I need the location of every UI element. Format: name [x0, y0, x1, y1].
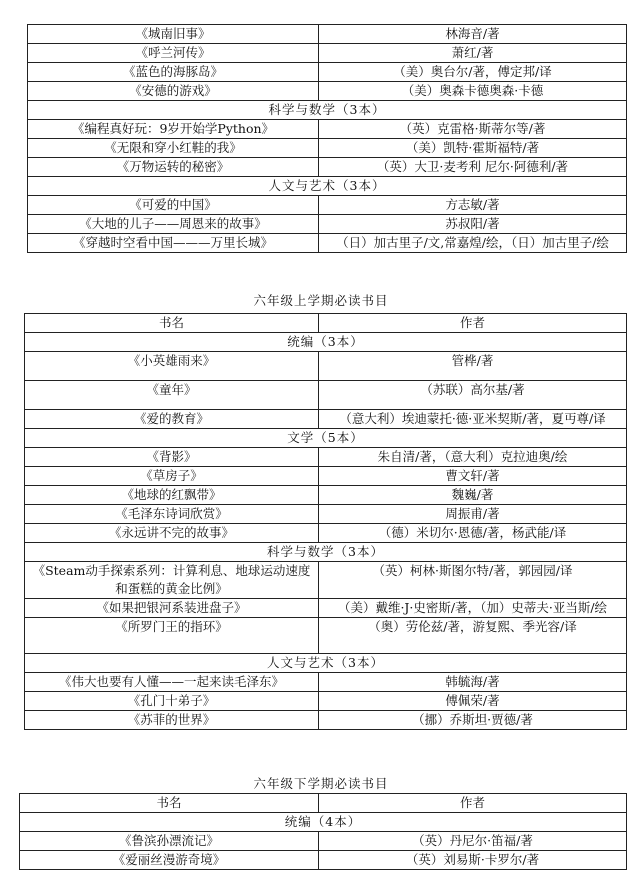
table-row	[25, 486, 627, 505]
table-row	[25, 410, 627, 429]
book-title: 《童年》	[25, 381, 319, 410]
table-header-row	[20, 794, 627, 813]
table-row	[25, 562, 627, 599]
grade6-first-term-caption: 六年级上学期必读书目	[253, 293, 389, 308]
book-title: 《背影》	[25, 448, 319, 467]
book-title: 《大地的儿子——周恩来的故事》	[28, 215, 319, 234]
book-author: （奥）劳伦兹/著，游复熙、季光容/译	[319, 618, 627, 654]
book-author: 苏叔阳/著	[319, 215, 627, 234]
table-row	[28, 158, 627, 177]
book-title: 《草房子》	[25, 467, 319, 486]
book-title: 《呼兰河传》	[28, 44, 319, 63]
book-author: 曹文轩/著	[319, 467, 627, 486]
book-title: 《爱的教育》	[25, 410, 319, 429]
book-title: 《孔门十弟子》	[25, 692, 319, 711]
book-author: （英）柯林·斯图尔特/著，郭园园/译	[319, 562, 627, 599]
section-row	[28, 177, 627, 196]
book-title: 《苏菲的世界》	[25, 711, 319, 730]
book-title: 《所罗门王的指环》	[25, 618, 319, 654]
column-header-author: 作者	[319, 794, 627, 813]
section-row	[28, 101, 627, 120]
table-row	[28, 44, 627, 63]
book-author: 萧红/著	[319, 44, 627, 63]
section-row	[20, 813, 627, 832]
book-title: 《万物运转的秘密》	[28, 158, 319, 177]
book-title: 《如果把银河系装进盘子》	[25, 599, 319, 618]
book-title: 《蓝色的海豚岛》	[28, 63, 319, 82]
book-author: （日）加古里子/文,常嘉煌/绘，（日）加古里子/绘	[319, 234, 627, 253]
table-row	[28, 120, 627, 139]
book-author: （美）凯特·霍斯福特/著	[319, 139, 627, 158]
book-title: 《城南旧事》	[28, 25, 319, 44]
book-author: （意大利）埃迪蒙托·德·亚米契斯/著，夏丏尊/译	[319, 410, 627, 429]
section-heading-arts: 人文与艺术（3本）	[28, 177, 627, 196]
table-row	[25, 692, 627, 711]
section-row	[25, 654, 627, 673]
section-heading-literature: 文学（5本）	[25, 429, 627, 448]
book-author: （美）奥台尔/著，傅定邦/译	[319, 63, 627, 82]
table-header-row	[25, 314, 627, 333]
table-row	[25, 467, 627, 486]
table-row	[28, 82, 627, 101]
table-row	[20, 851, 627, 870]
book-author: 方志敏/著	[319, 196, 627, 215]
book-title: 《小英雄雨来》	[25, 352, 319, 381]
table-row	[25, 599, 627, 618]
section-row	[25, 543, 627, 562]
section-heading-science: 科学与数学（3本）	[25, 543, 627, 562]
section-row	[25, 333, 627, 352]
book-author: （英）刘易斯·卡罗尔/著	[319, 851, 627, 870]
table-row	[25, 618, 627, 654]
book-title: 《鲁滨孙漂流记》	[20, 832, 319, 851]
book-title: 《安德的游戏》	[28, 82, 319, 101]
book-title: 《永远讲不完的故事》	[25, 524, 319, 543]
book-author: （美）戴维·J·史密斯/著，（加）史蒂夫·亚当斯/绘	[319, 599, 627, 618]
reading-list-table-continued	[27, 24, 627, 253]
book-title: 《伟大也要有人懂——一起来读毛泽东》	[25, 673, 319, 692]
book-author: 朱自清/著，（意大利）克拉迪奥/绘	[319, 448, 627, 467]
book-title: 《Steam动手探索系列：计算利息、地球运动速度和蛋糕的黄金比例》	[25, 562, 319, 599]
book-title: 《无限和穿小红鞋的我》	[28, 139, 319, 158]
book-author: 林海音/著	[319, 25, 627, 44]
book-author: （挪）乔斯坦·贾德/著	[319, 711, 627, 730]
book-author: 周振甫/著	[319, 505, 627, 524]
book-author: 管桦/著	[319, 352, 627, 381]
table-row	[25, 711, 627, 730]
table-row	[20, 832, 627, 851]
table-row	[25, 352, 627, 381]
book-author: （英）大卫·麦考利 尼尔·阿德利/著	[319, 158, 627, 177]
column-header-book: 书名	[20, 794, 319, 813]
column-header-author: 作者	[319, 314, 627, 333]
section-heading-science: 科学与数学（3本）	[28, 101, 627, 120]
table-row	[25, 673, 627, 692]
table-row	[25, 524, 627, 543]
book-title: 《可爱的中国》	[28, 196, 319, 215]
book-title: 《穿越时空看中国———万里长城》	[28, 234, 319, 253]
book-author: （英）克雷格·斯蒂尔等/著	[319, 120, 627, 139]
grade6-second-term-caption: 六年级下学期必读书目	[253, 776, 389, 791]
table-row	[28, 25, 627, 44]
book-author: （苏联）高尔基/著	[319, 381, 627, 410]
book-author: 韩毓海/著	[319, 673, 627, 692]
table-row	[28, 234, 627, 253]
table-row	[25, 505, 627, 524]
table-row	[28, 215, 627, 234]
column-header-book: 书名	[25, 314, 319, 333]
grade6-first-term-table	[24, 313, 627, 730]
book-title: 《毛泽东诗词欣赏》	[25, 505, 319, 524]
table-row	[25, 448, 627, 467]
table-row	[28, 196, 627, 215]
book-author: （英）丹尼尔·笛福/著	[319, 832, 627, 851]
book-author: 魏巍/著	[319, 486, 627, 505]
section-row	[25, 429, 627, 448]
section-heading-arts: 人文与艺术（3本）	[25, 654, 627, 673]
book-title: 《爱丽丝漫游奇境》	[20, 851, 319, 870]
section-heading-tongbian: 统编（3本）	[25, 333, 627, 352]
table-row	[28, 139, 627, 158]
book-title: 《编程真好玩：9岁开始学Python》	[28, 120, 319, 139]
table-row	[28, 63, 627, 82]
book-author: 傅佩荣/著	[319, 692, 627, 711]
section-heading-tongbian: 统编（4本）	[20, 813, 627, 832]
grade6-second-term-table	[19, 793, 627, 870]
book-title: 《地球的红飘带》	[25, 486, 319, 505]
book-author: （德）米切尔·恩德/著，杨武能/译	[319, 524, 627, 543]
table-row	[25, 381, 627, 410]
book-author: （美）奥森卡德奥森·卡德	[319, 82, 627, 101]
